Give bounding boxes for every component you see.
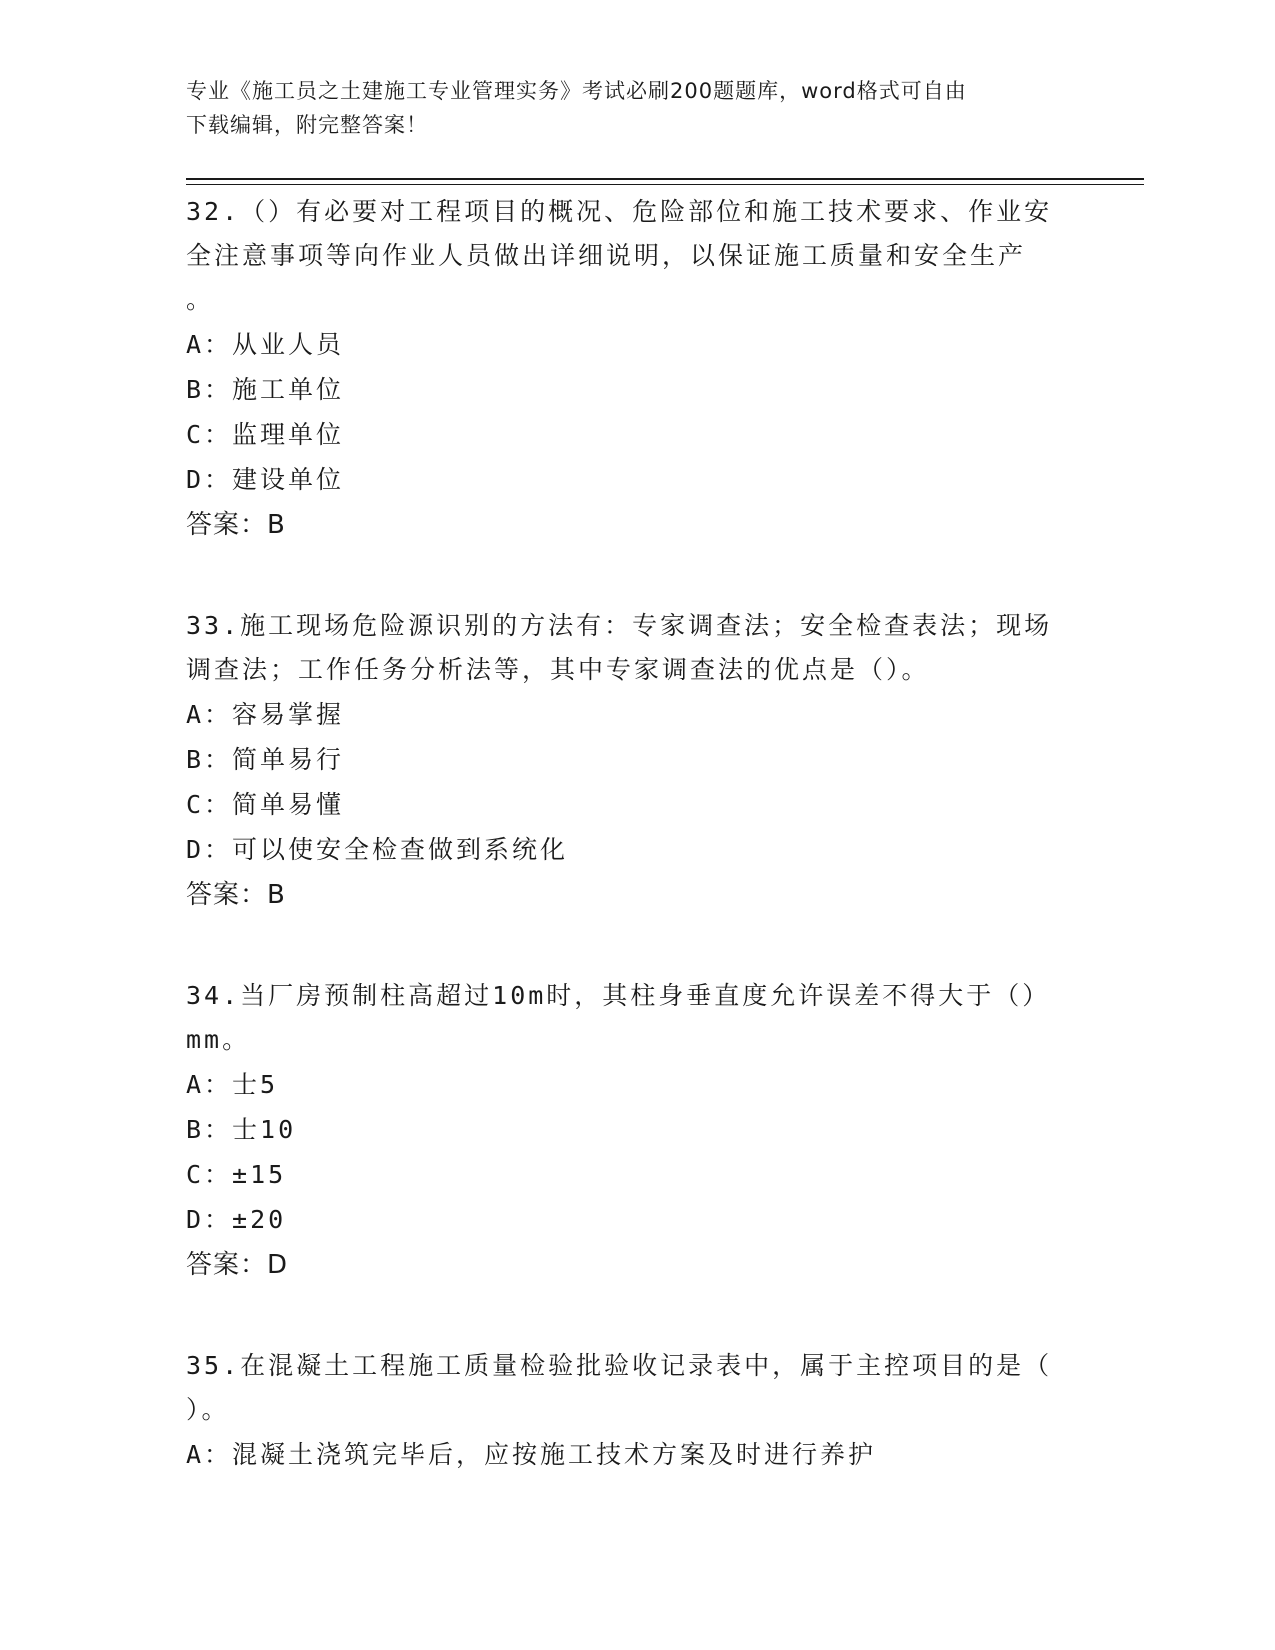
question-text-line: 35.在混凝土工程施工质量检验批验收记录表中，属于主控项目的是（ [186, 1351, 1053, 1380]
document-header [186, 74, 1086, 142]
answer-label: 答案：B [186, 880, 286, 910]
question-text-line: 34.当厂房预制柱高超过10m时，其柱身垂直度允许误差不得大于（） [186, 981, 1051, 1010]
option-b: B：施工单位 [186, 375, 345, 404]
question-text-line: 33.施工现场危险源识别的方法有：专家调查法；安全检查表法；现场 [186, 611, 1053, 640]
question-text-line: 全注意事项等向作业人员做出详细说明，以保证施工质量和安全生产 [186, 241, 1027, 270]
option-d: D：±20 [186, 1205, 287, 1234]
option-b: B：士10 [186, 1115, 297, 1144]
option-d: D：建设单位 [186, 465, 345, 494]
answer-label: 答案：B [186, 510, 286, 540]
question-32 [186, 190, 1106, 548]
option-c: C：监理单位 [186, 420, 345, 449]
question-35 [186, 1344, 1106, 1477]
option-c: C：简单易懂 [186, 790, 345, 819]
question-list [186, 190, 1106, 1533]
question-34 [186, 974, 1106, 1288]
option-c: C：±15 [186, 1160, 287, 1189]
header-line-2: 下载编辑，附完整答案！ [186, 113, 428, 137]
option-b: B：简单易行 [186, 745, 345, 774]
option-a: A：混凝土浇筑完毕后，应按施工技术方案及时进行养护 [186, 1440, 877, 1469]
option-d: D：可以使安全检查做到系统化 [186, 835, 569, 864]
header-line-1: 专业《施工员之土建施工专业管理实务》考试必刷200题题库，word格式可自由 [186, 79, 967, 103]
option-a: A：士5 [186, 1070, 279, 1099]
question-text-line: 调查法；工作任务分析法等，其中专家调查法的优点是（）。 [186, 655, 930, 684]
option-a: A：从业人员 [186, 330, 345, 359]
option-a: A：容易掌握 [186, 700, 345, 729]
question-text-line: 32.（）有必要对工程项目的概况、危险部位和施工技术要求、作业安 [186, 197, 1053, 226]
question-text-line: 。 [186, 285, 215, 314]
header-divider-thin [186, 184, 1144, 185]
question-text-line: ）。 [186, 1395, 230, 1424]
question-text-line: mm。 [186, 1025, 251, 1054]
question-33 [186, 604, 1106, 918]
header-divider-thick [186, 178, 1144, 180]
answer-label: 答案：D [186, 1250, 289, 1280]
